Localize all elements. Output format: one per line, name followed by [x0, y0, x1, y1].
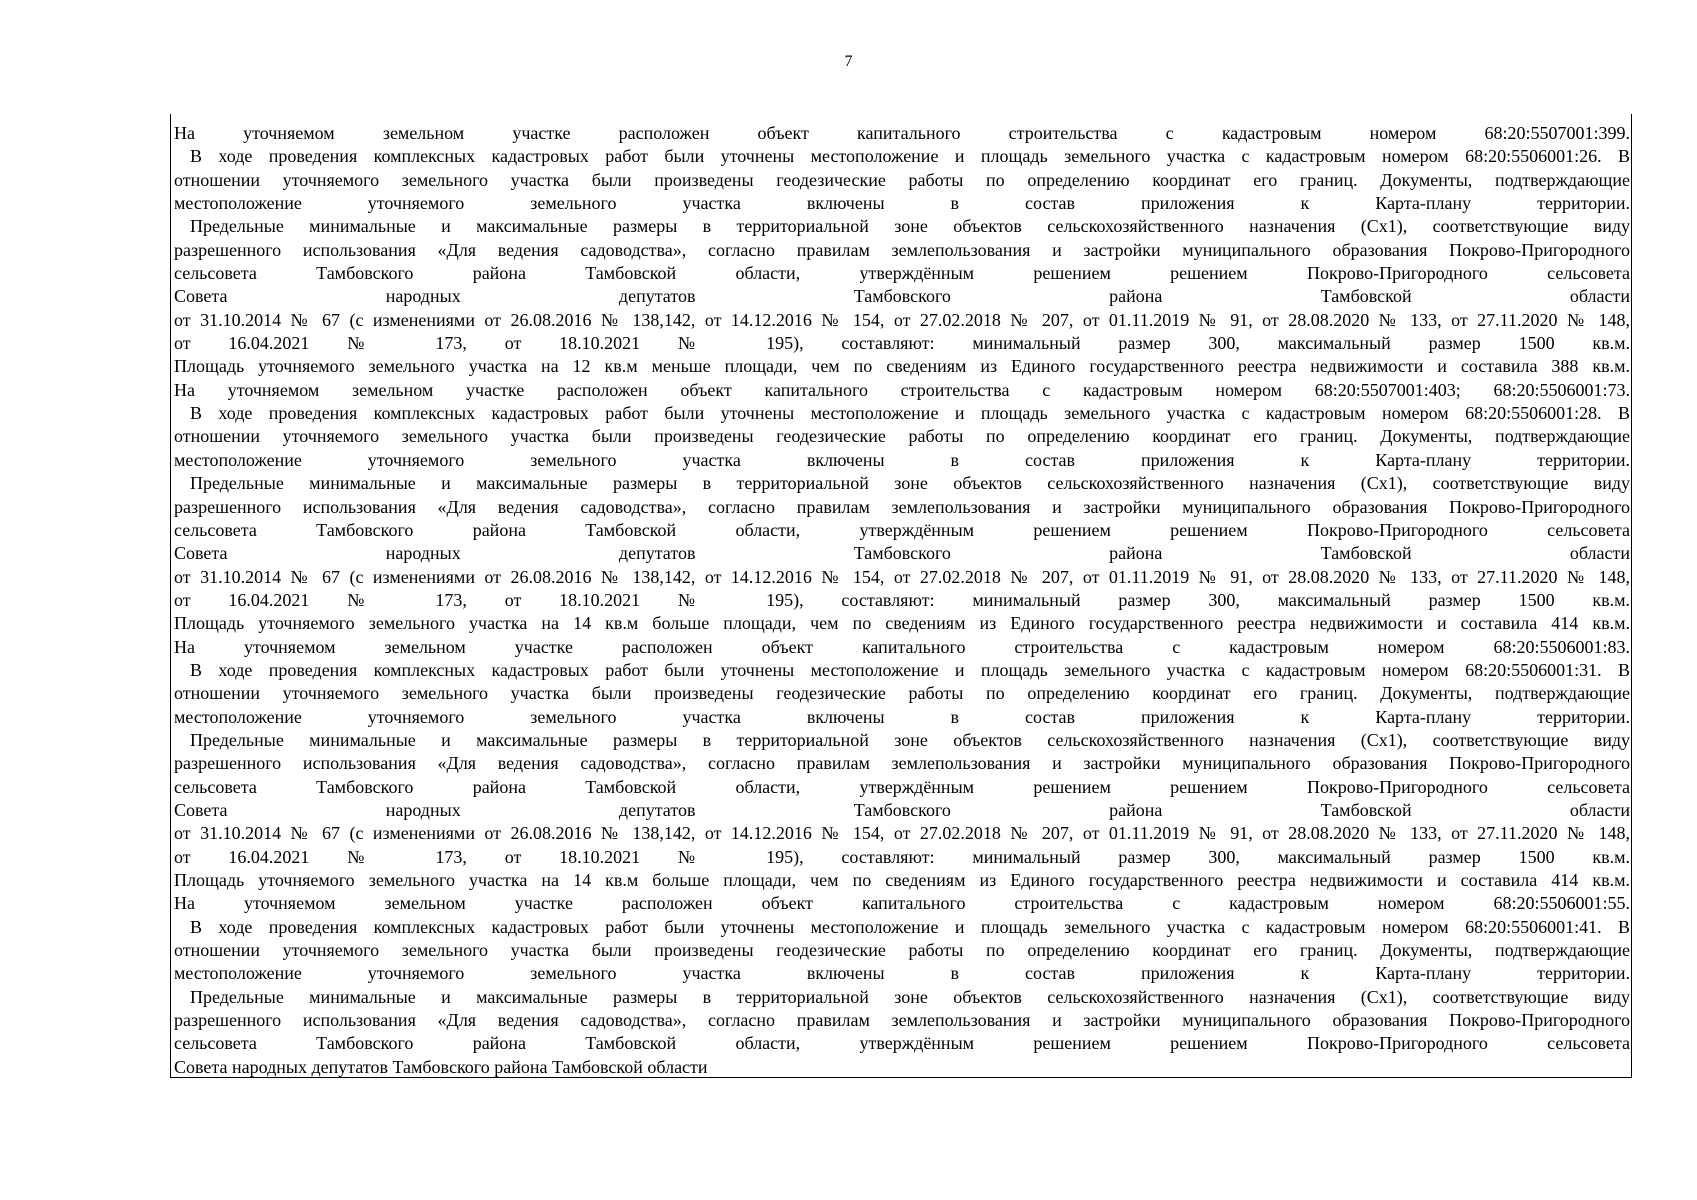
text-line: На уточняемом земельном участке расположен объект капитального строительства с кадастровым номером 68:20:5506001:55.	[174, 893, 1630, 914]
text-line: разрешенного использования «Для ведения садоводства», согласно правилам землепользования и застройки муниципального образования Покрово-Пригородного	[174, 496, 1630, 517]
text-line: сельсовета Тамбовского района Тамбовской области, утверждённым решением решением Покрово-Пригородного сельсовета	[174, 263, 1630, 284]
text-line: В ходе проведения комплексных кадастровых работ были уточнены местоположение и площадь земельного участка с кадастровым номером 68:20:5506001:41. В	[190, 916, 1630, 937]
text-line: На уточняемом земельном участке расположен объект капитального строительства с кадастровым номером 68:20:5507001:399.	[174, 123, 1630, 143]
text-line: местоположение уточняемого земельного участка включены в состав приложения к Карта-плану территории.	[174, 706, 1630, 727]
text-line: Площадь уточняемого земельного участка на 14 кв.м больше площади, чем по сведениям из Единого государственного реестра недвижимости и составила 414 кв.м.	[174, 613, 1630, 634]
text-line: Площадь уточняемого земельного участка на 12 кв.м меньше площади, чем по сведениям из Единого государственного реестра недвижимости и составила 388 кв.м.	[174, 356, 1630, 377]
text-line: отношении уточняемого земельного участка были произведены геодезические работы по определению координат его границ. Документы, подтверждающие	[174, 169, 1630, 190]
text-line: Предельные минимальные и максимальные размеры в территориальной зоне объектов сельскохозяйственного назначения (Сх1), соответствующие виду	[190, 729, 1630, 750]
text-line: В ходе проведения комплексных кадастровых работ были уточнены местоположение и площадь земельного участка с кадастровым номером 68:20:5506001:31. В	[190, 659, 1630, 680]
text-line: местоположение уточняемого земельного участка включены в состав приложения к Карта-плану территории.	[174, 193, 1630, 214]
text-line: В ходе проведения комплексных кадастровых работ были уточнены местоположение и площадь земельного участка с кадастровым номером 68:20:5506001:26. В	[190, 146, 1630, 167]
text-line: отношении уточняемого земельного участка были произведены геодезические работы по определению координат его границ. Документы, подтверждающие	[174, 426, 1630, 447]
page-number: 7	[844, 53, 853, 70]
text-line: сельсовета Тамбовского района Тамбовской области, утверждённым решением решением Покрово-Пригородного сельсовета	[174, 776, 1630, 797]
text-line: от 31.10.2014 № 67 (с изменениями от 26.08.2016 № 138,142, от 14.12.2016 № 154, от 27.02.2018 № 207, от 01.11.2019 № 91, от 28.08.2020 № 133, от 27.11.2020 № 148,	[174, 566, 1630, 587]
text-line: Совета народных депутатов Тамбовского района Тамбовской области	[174, 1056, 708, 1077]
text-line: отношении уточняемого земельного участка были произведены геодезические работы по определению координат его границ. Документы, подтверждающие	[174, 683, 1630, 704]
text-line: сельсовета Тамбовского района Тамбовской области, утверждённым решением решением Покрово-Пригородного сельсовета	[174, 1033, 1630, 1054]
text-line: Предельные минимальные и максимальные размеры в территориальной зоне объектов сельскохозяйственного назначения (Сх1), соответствующие виду	[190, 986, 1630, 1007]
text-line: разрешенного использования «Для ведения садоводства», согласно правилам землепользования и застройки муниципального образования Покрово-Пригородного	[174, 753, 1630, 774]
text-line: Совета народных депутатов Тамбовского района Тамбовской области	[174, 799, 1630, 820]
text-line: разрешенного использования «Для ведения садоводства», согласно правилам землепользования и застройки муниципального образования Покрово-Пригородного	[174, 239, 1630, 260]
text-line: На уточняемом земельном участке расположен объект капитального строительства с кадастровым номером 68:20:5507001:403; 68:20:5506001:73.	[174, 379, 1630, 400]
text-line: Площадь уточняемого земельного участка на 14 кв.м больше площади, чем по сведениям из Единого государственного реестра недвижимости и составила 414 кв.м.	[174, 870, 1630, 890]
text-line: разрешенного использования «Для ведения садоводства», согласно правилам землепользования и застройки муниципального образования Покрово-Пригородного	[174, 1010, 1630, 1031]
text-line: от 16.04.2021 № 173, от 18.10.2021 № 195), составляют: минимальный размер 300, максимальный размер 1500 кв.м.	[174, 846, 1630, 867]
text-line: отношении уточняемого земельного участка были произведены геодезические работы по определению координат его границ. Документы, подтверждающие	[174, 940, 1630, 961]
text-line: В ходе проведения комплексных кадастровых работ были уточнены местоположение и площадь земельного участка с кадастровым номером 68:20:5506001:28. В	[190, 403, 1630, 424]
text-line: Совета народных депутатов Тамбовского района Тамбовской области	[174, 286, 1630, 307]
text-line: от 31.10.2014 № 67 (с изменениями от 26.08.2016 № 138,142, от 14.12.2016 № 154, от 27.02.2018 № 207, от 01.11.2019 № 91, от 28.08.2020 № 133, от 27.11.2020 № 148,	[174, 823, 1630, 844]
document-text-block	[170, 114, 1632, 1078]
text-line: от 16.04.2021 № 173, от 18.10.2021 № 195), составляют: минимальный размер 300, максимальный размер 1500 кв.м.	[174, 589, 1630, 610]
text-line: Предельные минимальные и максимальные размеры в территориальной зоне объектов сельскохозяйственного назначения (Сх1), соответствующие виду	[190, 473, 1630, 494]
text-line: от 31.10.2014 № 67 (с изменениями от 26.08.2016 № 138,142, от 14.12.2016 № 154, от 27.02.2018 № 207, от 01.11.2019 № 91, от 28.08.2020 № 133, от 27.11.2020 № 148,	[174, 309, 1630, 330]
text-line: местоположение уточняемого земельного участка включены в состав приложения к Карта-плану территории.	[174, 449, 1630, 470]
text-line: На уточняемом земельном участке расположен объект капитального строительства с кадастровым номером 68:20:5506001:83.	[174, 636, 1630, 657]
text-line: Совета народных депутатов Тамбовского района Тамбовской области	[174, 543, 1630, 564]
text-line: сельсовета Тамбовского района Тамбовской области, утверждённым решением решением Покрово-Пригородного сельсовета	[174, 519, 1630, 540]
text-line: Предельные минимальные и максимальные размеры в территориальной зоне объектов сельскохозяйственного назначения (Сх1), соответствующие виду	[190, 216, 1630, 237]
text-line: местоположение уточняемого земельного участка включены в состав приложения к Карта-плану территории.	[174, 963, 1630, 984]
text-line: от 16.04.2021 № 173, от 18.10.2021 № 195), составляют: минимальный размер 300, максимальный размер 1500 кв.м.	[174, 333, 1630, 354]
